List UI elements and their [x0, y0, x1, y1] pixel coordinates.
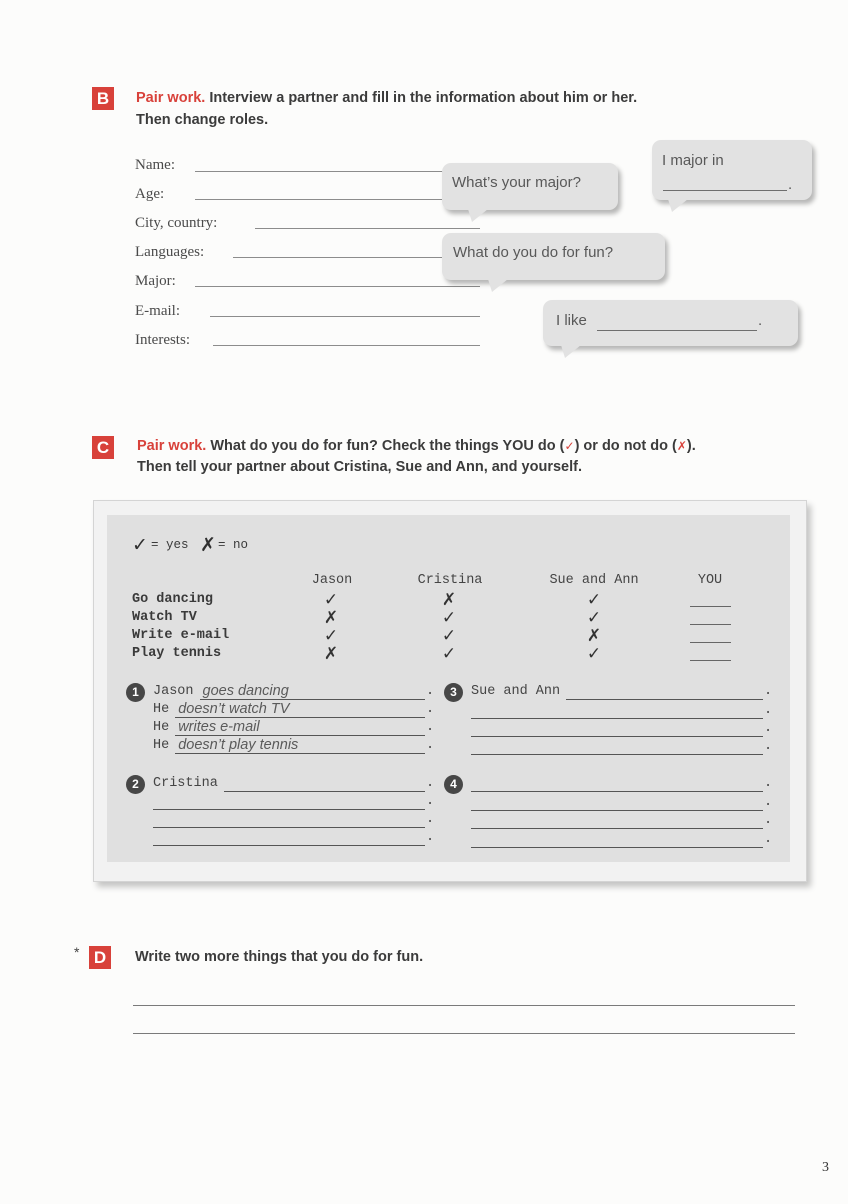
section-c-letter-box: C [92, 436, 114, 459]
column-header-jason: Jason [311, 573, 353, 588]
exercise-1-line-3 [153, 719, 435, 736]
activity-label-write-email: Write e-mail [132, 628, 230, 643]
exercise-2-subject: Cristina [153, 776, 218, 791]
exercise-3-subject: Sue and Ann [471, 684, 561, 699]
bubble-tail [488, 279, 508, 292]
column-header-cristina: Cristina [417, 573, 483, 588]
you-blank-write-email [690, 642, 731, 643]
exercise-number-2: 2 [126, 775, 145, 794]
section-b-instruction-line1 [136, 88, 637, 108]
exercise-2-line-3 [153, 811, 435, 828]
line-period: . [426, 776, 435, 791]
exercise-2-line-4 [153, 829, 435, 846]
email-label: E-mail: [135, 303, 180, 319]
age-label: Age: [135, 186, 165, 202]
answer-blank [471, 720, 763, 737]
exercise-2-line-1 [153, 775, 435, 792]
languages-label: Languages: [135, 244, 205, 260]
activity-label-play-tennis: Play tennis [132, 646, 222, 661]
exercise-2-line-2 [153, 793, 435, 810]
section-b-instruction-text: Interview a partner and fill in the information about him or her. [209, 90, 638, 106]
example-answer: doesn’t play tennis [178, 737, 299, 753]
line-period: . [426, 720, 435, 735]
line-period: . [764, 739, 773, 754]
answer-blank [153, 829, 425, 846]
exercise-3-line-1 [471, 683, 773, 700]
speech-bubble-major-answer [652, 140, 812, 200]
name-label: Name: [135, 157, 175, 173]
answer-blank [471, 812, 763, 829]
red-cross-icon: ✗ [676, 439, 687, 453]
red-check-icon: ✓ [564, 439, 575, 453]
exercise-1-line-2 [153, 701, 435, 718]
activity-label-go-dancing: Go dancing [132, 592, 214, 607]
fun-answer-blank-line [597, 330, 757, 331]
exercise-1-subject: Jason [153, 684, 194, 699]
key-no-label: = no [218, 538, 249, 552]
city-country-blank-line [255, 228, 480, 229]
answer-blank [175, 737, 425, 754]
mark-sue-and-ann-go-dancing: ✓ [586, 590, 602, 610]
example-answer: doesn’t watch TV [178, 701, 290, 717]
section-c-instruction-b: ) or do not do ( [574, 438, 677, 454]
column-header-you: YOU [697, 573, 723, 588]
major-answer-blank-line [663, 190, 787, 191]
bubble-tail [668, 199, 688, 212]
example-answer: goes dancing [202, 683, 289, 699]
fun-answer-text: I like [556, 312, 587, 329]
mark-cristina-go-dancing: ✗ [441, 590, 457, 610]
section-c-instruction-line2: Then tell your partner about Cristina, Sue and Ann, and yourself. [137, 459, 582, 475]
email-blank-line [210, 316, 480, 317]
section-d-letter-box: D [89, 946, 111, 969]
you-blank-play-tennis [690, 660, 731, 661]
key-check-icon: ✓ [132, 534, 148, 556]
answer-blank [471, 738, 763, 755]
line-period: . [426, 738, 435, 753]
optional-exercise-marker: * [74, 944, 80, 960]
sentence-prefix: He [153, 738, 170, 753]
line-period: . [426, 830, 435, 845]
speech-bubble-fun-answer [543, 300, 798, 346]
mark-cristina-write-email: ✓ [441, 626, 457, 646]
exercise-3-line-3 [471, 720, 773, 737]
section-b-instruction-line2: Then change roles. [136, 112, 269, 128]
mark-jason-write-email: ✓ [323, 626, 339, 646]
writing-line-2 [133, 1033, 795, 1034]
section-c-lead: Pair work. [137, 438, 207, 454]
line-period: . [426, 812, 435, 827]
line-period: . [764, 832, 773, 847]
exercise-1-line-1 [153, 683, 435, 700]
answer-blank [471, 831, 763, 848]
exercise-1-line-4 [153, 737, 435, 754]
line-period: . [426, 684, 435, 699]
answer-blank [566, 683, 763, 700]
name-blank-line [195, 171, 480, 172]
major-answer-period: . [788, 176, 793, 193]
you-blank-watch-tv [690, 624, 731, 625]
exercise-4-line-4 [471, 831, 773, 848]
you-blank-go-dancing [690, 606, 731, 607]
section-c-instruction-c: ). [686, 438, 696, 454]
speech-bubble-fun-question [442, 233, 665, 280]
section-c-instruction-line1 [137, 436, 696, 456]
exercise-number-1: 1 [126, 683, 145, 702]
sentence-prefix: He [153, 720, 170, 735]
answer-blank [471, 794, 763, 811]
key-cross-icon: ✗ [200, 534, 216, 556]
mark-cristina-watch-tv: ✓ [441, 608, 457, 628]
line-period: . [426, 702, 435, 717]
mark-sue-and-ann-play-tennis: ✓ [586, 644, 602, 664]
exercise-3-line-2 [471, 702, 773, 719]
answer-blank [200, 683, 425, 700]
key-yes-label: = yes [151, 538, 189, 552]
exercise-4-line-1 [471, 775, 773, 792]
answer-blank [175, 719, 425, 736]
line-period: . [764, 813, 773, 828]
mark-jason-go-dancing: ✓ [323, 590, 339, 610]
major-label: Major: [135, 273, 176, 289]
bubble-tail [468, 209, 488, 222]
line-period: . [426, 794, 435, 809]
interests-blank-line [213, 345, 480, 346]
mark-jason-watch-tv: ✗ [323, 608, 339, 628]
sentence-prefix: He [153, 702, 170, 717]
column-header-sue-and-ann: Sue and Ann [549, 573, 639, 588]
answer-blank [153, 793, 425, 810]
mark-jason-play-tennis: ✗ [323, 644, 339, 664]
section-b-letter-box: B [92, 87, 114, 110]
line-period: . [764, 703, 773, 718]
example-answer: writes e-mail [178, 719, 260, 735]
major-answer-text: I major in [662, 152, 724, 169]
exercise-4-line-2 [471, 794, 773, 811]
exercise-4-line-3 [471, 812, 773, 829]
line-period: . [764, 721, 773, 736]
answer-blank [471, 702, 763, 719]
exercise-3-line-4 [471, 738, 773, 755]
line-period: . [764, 684, 773, 699]
section-c-instruction-a: What do you do for fun? Check the things YOU do ( [210, 438, 565, 454]
city-country-label: City, country: [135, 215, 218, 231]
speech-bubble-major-question [442, 163, 618, 210]
mark-cristina-play-tennis: ✓ [441, 644, 457, 664]
fun-answer-period: . [758, 312, 763, 329]
answer-blank [153, 811, 425, 828]
answer-blank [471, 775, 763, 792]
page-number: 3 [822, 1160, 829, 1175]
line-period: . [764, 776, 773, 791]
answer-blank [175, 701, 425, 718]
major-question-text: What’s your major? [452, 174, 581, 191]
age-blank-line [195, 199, 480, 200]
major-blank-line [195, 286, 480, 287]
line-period: . [764, 795, 773, 810]
mark-sue-and-ann-write-email: ✗ [586, 626, 602, 646]
section-d-instruction: Write two more things that you do for fun. [135, 949, 424, 965]
interests-label: Interests: [135, 332, 190, 348]
answer-blank [224, 775, 425, 792]
bubble-tail [561, 345, 581, 358]
exercise-number-3: 3 [444, 683, 463, 702]
section-b-lead: Pair work. [136, 90, 206, 106]
exercise-number-4: 4 [444, 775, 463, 794]
fun-question-text: What do you do for fun? [453, 244, 614, 261]
activity-label-watch-tv: Watch TV [132, 610, 197, 625]
mark-sue-and-ann-watch-tv: ✓ [586, 608, 602, 628]
writing-line-1 [133, 1005, 795, 1006]
